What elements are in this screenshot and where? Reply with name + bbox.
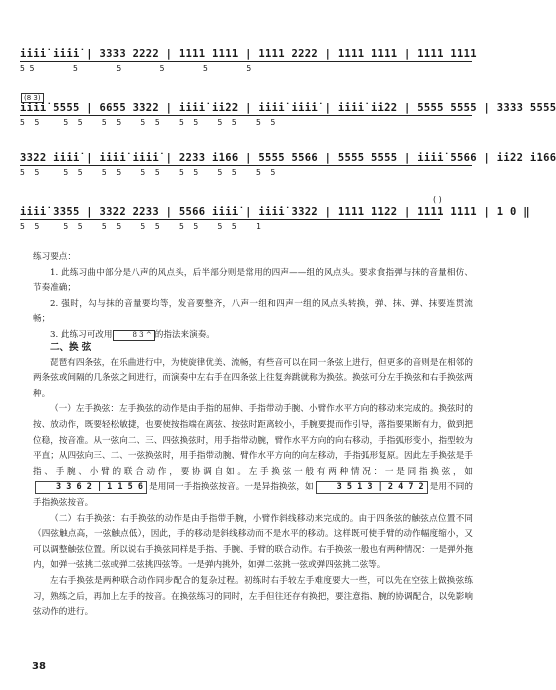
score-line-4 bbox=[20, 206, 530, 256]
underline bbox=[20, 219, 440, 220]
fermata-mark: ( ) bbox=[433, 195, 442, 204]
score-line-3 bbox=[20, 152, 556, 202]
diff-finger-example: 3 5 1 3 | 2 4 7 2 bbox=[316, 481, 428, 494]
notation-line: i̇i̇i̇i̇ 5555 | 6655 3322 | i̇i̇i̇i̇ i̇i̇22 | i̇i̇i̇i̇ i̇i̇i̇i̇ | i̇i̇i̇i̇ i̇i̇22 | 5555 5555 | 3333 5555 bbox=[20, 102, 556, 114]
practice-notes bbox=[33, 250, 473, 344]
note-3-text: 3. 此练习可改用 bbox=[50, 329, 113, 340]
fingering-marks: 5 5 5 5 5 5 5 5 5 5 5 5 1 bbox=[20, 222, 261, 231]
left-hand-text-2: 是用同一手指换弦按音。一是异指换弦，如 bbox=[149, 482, 314, 493]
fingering-box: 8 3 ^ bbox=[113, 330, 155, 341]
section-title: 二、换 弦 bbox=[50, 342, 92, 353]
left-hand-text: （一）左手换弦：左手换弦的动作是由手指的屈伸、手指带动手腕、小臂作水平方向的移动来完成的。换弦时的按、放动作，既要轻松敏捷，也要使按指端在离弦、按弦时距离较小，手腕要提而作引导，落指要果断有力，做到把位稳，按音准。从一弦向二、三、四弦换弦时，用手指带动腕，臂作水平方向的向右移动，手指弧形变小，指型较为平直；从四弦向三、二、一弦换弦时，用手指带动腕、臂作水平方向的向左移动，手指弧形复原。因此左手换弦是手指、手腕、小臂的联合动作，要协调自如。左手换弦一般有两种情况：一是同指换弦，如 bbox=[33, 404, 473, 477]
note-3-tail: 的指法来演奏。 bbox=[154, 329, 215, 340]
left-hand-text-3: 是用不同的手指换弦按音。 bbox=[33, 482, 473, 508]
fingering-marks: 5 5 5 5 5 5 5 bbox=[20, 64, 252, 73]
notation-line: i̇i̇i̇i̇ 3355 | 3322 2233 | 5566 i̇i̇i̇i̇ | i̇i̇i̇i̇ 3322 | 1111 1122 | 1111 1111 | 1 0 ‖ bbox=[20, 206, 530, 218]
notation-line: 3322 i̇i̇i̇i̇ | i̇i̇i̇i̇ i̇i̇i̇i̇ | 2233 i̇166 | 5555 5566 | 5555 5555 | i̇i̇i̇i̇ 5566 | i̇i̇22 i̇166 bbox=[20, 152, 556, 164]
notation-line: i̇i̇i̇i̇ i̇i̇i̇i̇ | 3333 2222 | 1111 1111 | 1111 2222 | 1111 1111 | 1111 1111 bbox=[20, 48, 477, 60]
score-line-2 bbox=[20, 102, 556, 152]
fingering-marks: 5 5 5 5 5 5 5 5 5 5 5 5 5 5 bbox=[20, 118, 276, 127]
note-1: 1. 此练习曲中部分是八声的风点头，后半部分则是常用的四声——组的风点头。要求食指弹与抹的音量相仿、节奏准确； bbox=[33, 267, 473, 294]
section-body bbox=[33, 340, 473, 621]
paragraph-left-hand bbox=[33, 402, 473, 511]
fingering-marks: 5 5 5 5 5 5 5 5 5 5 5 5 5 5 bbox=[20, 168, 276, 177]
underline bbox=[20, 61, 472, 62]
same-finger-example: 3 3 6 2 | 1 1 5 6 bbox=[35, 481, 147, 494]
underline bbox=[20, 165, 472, 166]
page-number: 38 bbox=[32, 661, 46, 672]
paragraph-right-hand: （二）右手换弦：右手换弦的动作是由手指带手腕，小臂作斜线移动来完成的。由于四条弦的触弦点位置不同（四弦触点高，一弦触点低），因此，手的移动是斜线移动而不是水平的移动。这样既可使手臂的动作幅度缩小，又可以调整触弦位置。所以说右手换弦同样是手指、手腕、手臂的联合动作。右手换弦一般也有两种情况：一是弹外拖内，如弹一弦挑二弦或弹二弦挑四弦等。一是弹内挑外，如弹二弦挑一弦或弹四弦挑二弦等。 bbox=[33, 513, 473, 571]
notes-heading: 练习要点： bbox=[33, 252, 76, 262]
paragraph-coordination: 左右手换弦是两种联合动作同步配合的复杂过程。初练时右手较左手难度要大一些，可以先在空弦上做换弦练习，熟练之后，再加上左手的按音。在换弦练习的同时，左手但往还存有换把，要注意指、腕的协调配合，以免影响弦动作的进行。 bbox=[33, 575, 473, 618]
note-2: 2. 强时，勾与抹的音量要均等，发音要整齐，八声一组和四声一组的风点头转换，弹、抹、弹、抹要连贯流畅； bbox=[33, 298, 473, 325]
underline bbox=[20, 115, 472, 116]
score-line-1 bbox=[20, 48, 477, 98]
section-label: (8 3) bbox=[21, 93, 44, 103]
paragraph-intro: 琵琶有四条弦，在乐曲进行中，为使旋律优美、流畅，有些音可以在同一条弦上进行，但更多的音则是在相邻的两条弦或间隔的几条弦之间进行，而演奏中左右手在四条弦上往复奔跳就称为换弦。换弦可分左手换弦和右手换弦两种。 bbox=[33, 357, 473, 399]
